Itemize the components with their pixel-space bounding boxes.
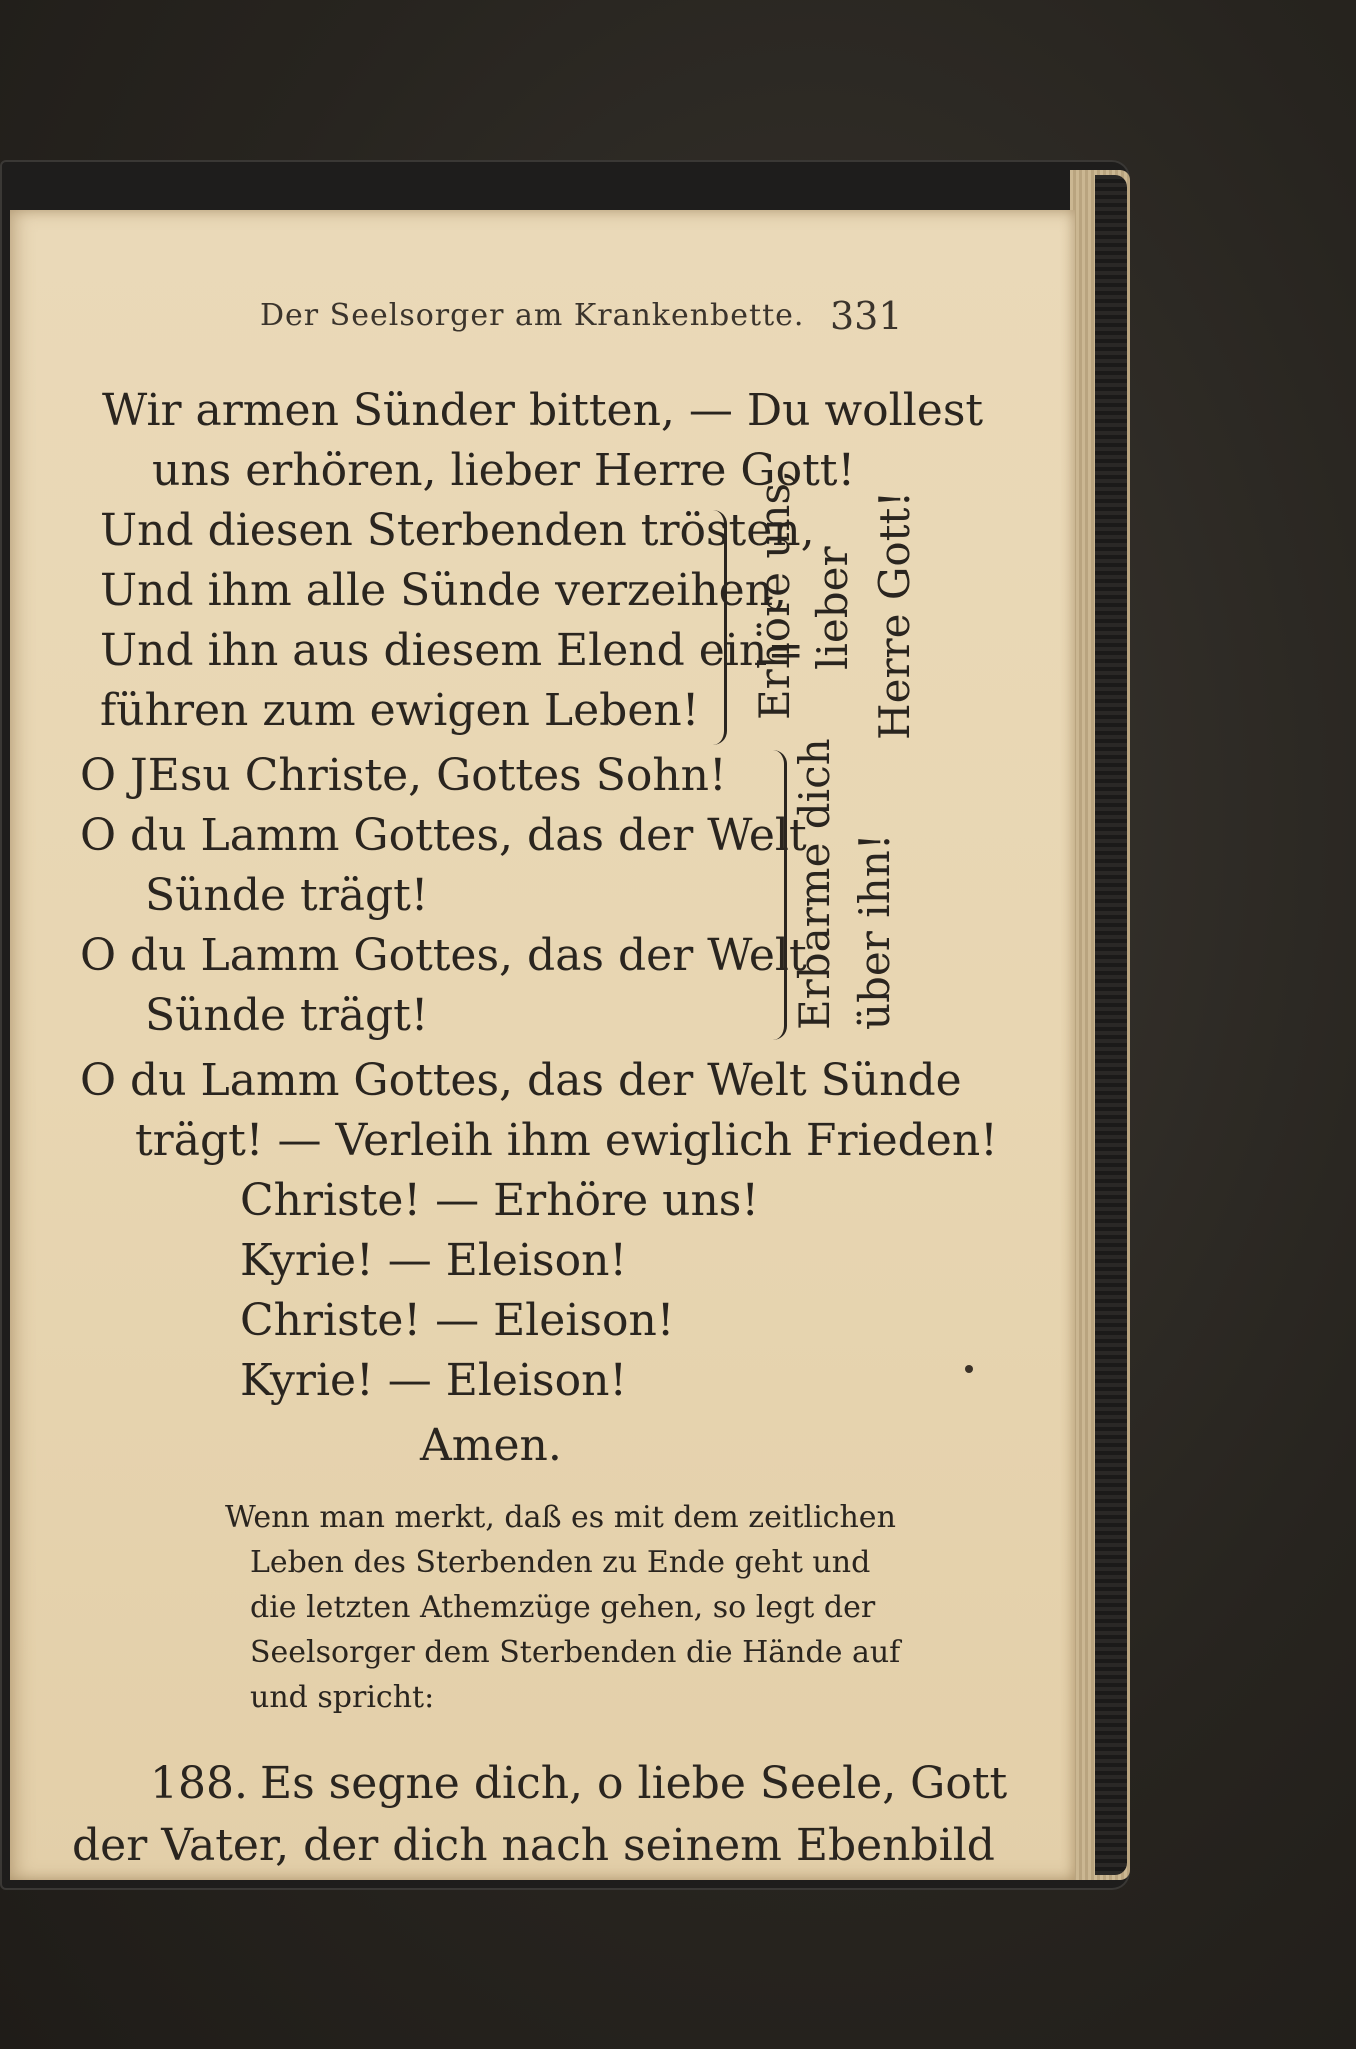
brace-lower <box>770 750 787 1040</box>
rubric-line: und spricht: <box>250 1680 435 1715</box>
rubric-line: Leben des Sterbenden zu Ende geht und <box>250 1545 871 1580</box>
text-line: O du Lamm Gottes, das der Welt Sünde <box>80 1055 962 1106</box>
response-erhoere: Erhöre uns, <box>750 469 799 720</box>
text-line: führen zum ewigen Leben! <box>100 685 700 736</box>
running-title: Der Seelsorger am Krankenbette. <box>260 298 805 333</box>
response-ueber-ihn: über ihn! <box>850 833 899 1030</box>
text-line: trägt! — Verleih ihm ewiglich Frieden! <box>135 1115 998 1166</box>
text-line: Christe! — Erhöre uns! <box>240 1175 760 1226</box>
page-number: 331 <box>830 294 903 338</box>
section-number: 188. <box>150 1758 248 1809</box>
text-line: Christe! — Eleison! <box>240 1295 675 1346</box>
response-erbarme: Erbarme dich <box>790 738 839 1030</box>
text-line: Und ihn aus diesem Elend ein= <box>100 625 805 676</box>
rubric-line: Wenn man merkt, daß es mit dem zeitlichen <box>225 1500 896 1535</box>
response-herre-gott: Herre Gott! <box>870 490 919 740</box>
brace-upper <box>710 510 727 745</box>
section-line: Es segne dich, o liebe Seele, Gott <box>260 1758 1008 1809</box>
text-line: O du Lamm Gottes, das der Welt <box>80 930 807 981</box>
text-line: Kyrie! — Eleison! <box>240 1235 628 1286</box>
page-speck <box>965 1365 973 1373</box>
text-line: Und ihm alle Sünde verzeihen, <box>100 565 788 616</box>
text-line: uns erhören, lieber Herre Gott! <box>152 445 856 496</box>
text-line: Amen. <box>420 1420 562 1471</box>
rubric-line: Seelsorger dem Sterbenden die Hände auf <box>250 1635 901 1670</box>
text-line: O du Lamm Gottes, das der Welt <box>80 810 807 861</box>
text-line: Sünde trägt! <box>145 870 429 921</box>
section-line: der Vater, der dich nach seinem Ebenbild <box>72 1820 995 1871</box>
book-page <box>10 210 1075 1880</box>
rubric-line: die letzten Athemzüge gehen, so legt der <box>250 1590 876 1625</box>
text-line: O JEsu Christe, Gottes Sohn! <box>80 750 727 801</box>
text-line: Wir armen Sünder bitten, — Du wollest <box>102 385 984 436</box>
text-line: Sünde trägt! <box>145 990 429 1041</box>
text-line: Kyrie! — Eleison! <box>240 1355 628 1406</box>
cover-spine <box>1095 175 1127 1875</box>
text-line: Und diesen Sterbenden trösten, <box>100 505 815 556</box>
response-lieber: lieber <box>808 546 857 670</box>
